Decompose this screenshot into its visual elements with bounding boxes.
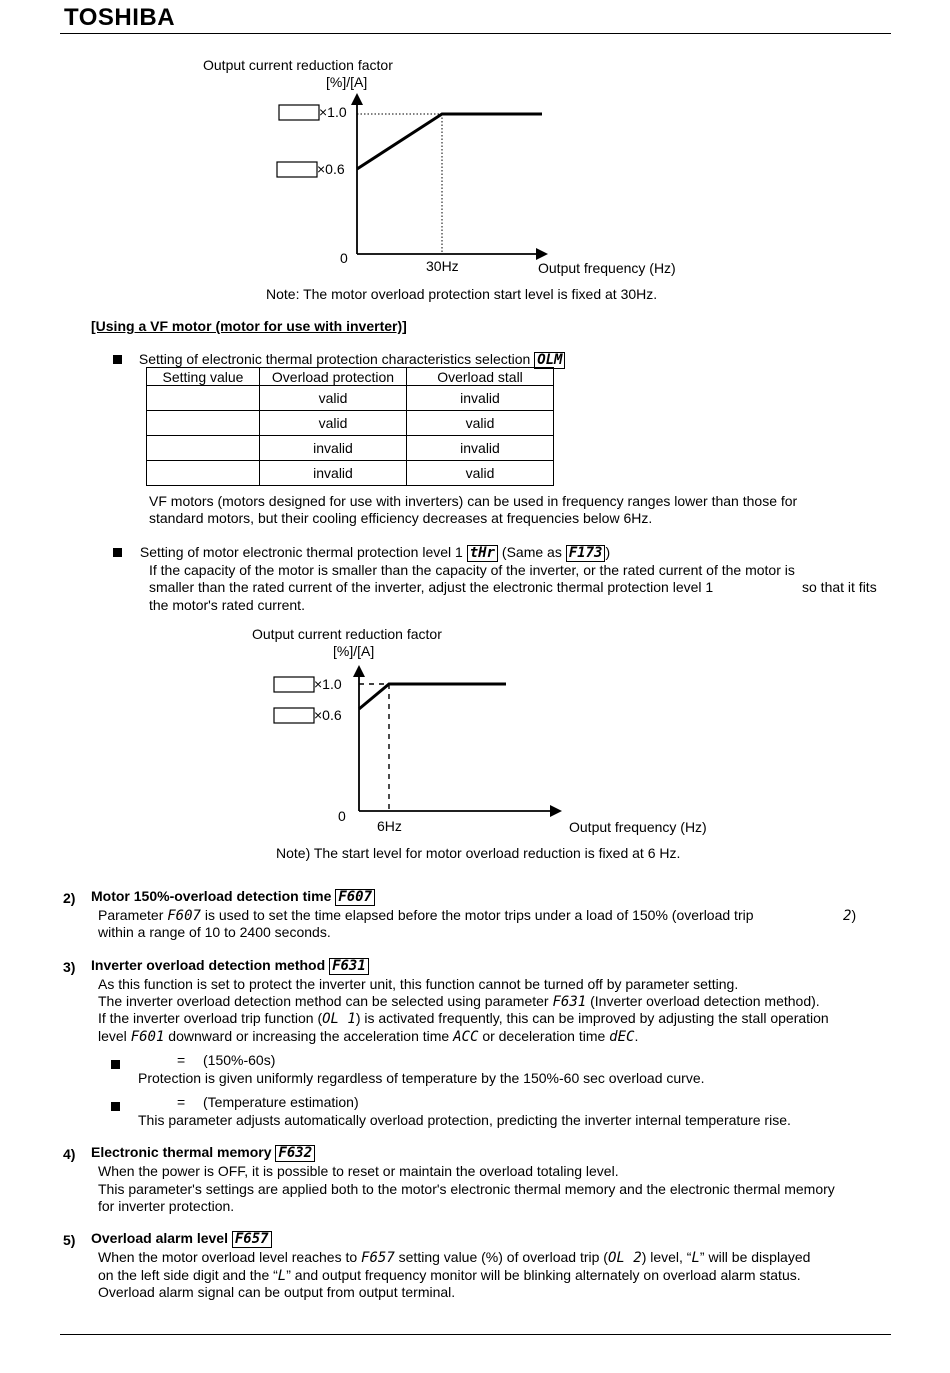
sec3-num: 3)	[63, 959, 76, 975]
chart2-label-low: ×0.6	[314, 707, 342, 723]
sec3-line2	[98, 993, 820, 1010]
chart1-ylabel-line1: Output current reduction factor	[203, 57, 393, 73]
sec3-line4	[98, 1028, 638, 1045]
chart2-box-high	[274, 677, 314, 692]
vf-note-line1: VF motors (motors designed for use with inverters) can be used in frequency ranges lower than those for	[149, 493, 798, 509]
chart2-label-high: ×1.0	[314, 676, 342, 692]
sec5-char-l: L	[691, 1250, 700, 1266]
param-acc: ACC	[453, 1029, 479, 1045]
chart2-note: Note) The start level for motor overload reduction is fixed at 6 Hz.	[276, 845, 681, 861]
sec5-line1a: When the motor overload level reaches to	[98, 1249, 358, 1265]
chart2-y-arrow	[353, 665, 365, 677]
sec3-opt1-desc: Protection is given uniformly regardless of temperature by the 150%-60 sec overload curve.	[138, 1070, 705, 1086]
chart1-y-arrow	[351, 93, 363, 105]
sec3-line1: As this function is set to protect the inverter unit, this function cannot be turned off by parameter setting.	[98, 976, 739, 992]
vf-note-line2: standard motors, but their cooling efficiency decreases at frequencies below 6Hz.	[149, 510, 653, 526]
setting2-line2b: so that it fits	[802, 579, 877, 595]
param-f657-inline: F657	[361, 1250, 395, 1266]
chart2-xlabel: Output frequency (Hz)	[569, 819, 707, 835]
setting2-close: )	[605, 544, 611, 560]
sec3-line4d: .	[634, 1028, 639, 1044]
sec4-num: 4)	[63, 1146, 76, 1162]
param-f657: F657	[232, 1231, 272, 1248]
sec3-line4c: or deceleration time	[482, 1028, 606, 1044]
sec4-line2: This parameter's settings are applied both to the motor's electronic thermal memory and the electronic thermal memory	[98, 1181, 835, 1197]
table-header: Setting value	[147, 368, 260, 386]
setting1-text: Setting of electronic thermal protection characteristics selection	[138, 351, 531, 367]
table-cell	[147, 461, 260, 486]
table-cell: invalid	[407, 386, 554, 411]
param-f607: F607	[335, 889, 375, 906]
vf-section-title: [Using a VF motor (motor for use with inverter)]	[91, 318, 407, 334]
chart2-curve	[359, 684, 506, 709]
bullet-icon	[111, 1098, 120, 1114]
chart1-x-arrow	[536, 248, 548, 260]
chart2-x-arrow	[550, 805, 562, 817]
param-dec: dEC	[609, 1029, 635, 1045]
sec4-line1: When the power is OFF, it is possible to reset or maintain the overload totaling level.	[98, 1163, 619, 1179]
sec3-line2a: The inverter overload detection method can be selected using parameter	[98, 993, 549, 1009]
sec5-line3: Overload alarm signal can be output from output terminal.	[98, 1284, 456, 1300]
sec4-title: Electronic thermal memory	[91, 1144, 272, 1160]
sec5-line2a: on the left side digit and the “	[98, 1267, 278, 1283]
table-cell: invalid	[260, 461, 407, 486]
chart1-curve	[357, 114, 542, 169]
sec5-line1c: ) level, “	[641, 1249, 692, 1265]
chart2-ylabel-line1: Output current reduction factor	[252, 626, 442, 642]
bullet-icon	[113, 548, 122, 557]
sec5-line2b: ” and output frequency monitor will be blinking alternately on overload alarm status.	[286, 1267, 801, 1283]
sec2-trip	[843, 907, 856, 924]
param-f607-inline: F607	[167, 908, 201, 924]
chart1-note: Note: The motor overload protection start level is fixed at 30Hz.	[266, 286, 658, 302]
table-header: Overload stall	[407, 368, 554, 386]
sec2-line1a: Parameter	[98, 907, 164, 923]
sec2-line1	[98, 907, 754, 924]
setting2-same: (Same as	[501, 544, 562, 560]
sec5-title-row	[91, 1230, 272, 1248]
chart1-label-high: ×1.0	[319, 104, 347, 120]
sec5-title: Overload alarm level	[91, 1230, 228, 1246]
sec3-line4a: level	[98, 1028, 127, 1044]
chart1-origin: 0	[340, 250, 348, 266]
param-thr: tHr	[467, 545, 498, 562]
sec4-line3: for inverter protection.	[98, 1198, 235, 1214]
sec3-line3	[98, 1010, 829, 1027]
sec5-line2	[98, 1267, 801, 1284]
chart1-xlabel: Output frequency (Hz)	[538, 260, 676, 276]
chart2-ylabel-line2: [%]/[A]	[333, 643, 375, 659]
setting2-line1: If the capacity of the motor is smaller than the capacity of the inverter, or the rated current of the motor is	[149, 562, 795, 578]
param-f173: F173	[566, 545, 606, 562]
table-cell: invalid	[407, 436, 554, 461]
param-f601: F601	[130, 1029, 165, 1045]
table-cell: valid	[260, 386, 407, 411]
bullet-icon	[111, 1056, 120, 1072]
sec3-opt1-eq: =	[177, 1052, 186, 1068]
sec2-title-row	[91, 888, 375, 906]
param-f632: F632	[275, 1145, 315, 1162]
sec4-title-row	[91, 1144, 315, 1162]
sec3-title-row	[91, 957, 369, 975]
param-ol1: OL 1	[322, 1011, 356, 1027]
table-cell	[147, 386, 260, 411]
table-cell: valid	[407, 461, 554, 486]
table-row	[147, 386, 554, 411]
chart-reduction-6hz	[240, 625, 730, 840]
param-ol2: OL 2	[607, 1250, 642, 1266]
sec5-num: 5)	[63, 1232, 76, 1248]
chart2-box-low	[274, 708, 314, 723]
brand-logo: TOSHIBA	[64, 4, 176, 31]
table-cell: valid	[407, 411, 554, 436]
setting2-text: Setting of motor electronic thermal protection level 1	[139, 544, 463, 560]
sec3-opt2-eq: =	[177, 1094, 186, 1110]
param-olm: OLM	[534, 352, 565, 369]
chart1-ylabel-line2: [%]/[A]	[326, 74, 368, 90]
table-cell	[147, 436, 260, 461]
table-row	[147, 461, 554, 486]
sec2-title: Motor 150%-overload detection time	[91, 888, 332, 904]
setting2-row	[113, 544, 610, 562]
table-header: Overload protection	[260, 368, 407, 386]
chart1-x-tick: 30Hz	[426, 258, 459, 274]
sec5-line1	[98, 1249, 810, 1266]
bullet-icon	[113, 355, 122, 364]
sec3-opt2-label: (Temperature estimation)	[203, 1094, 359, 1110]
chart2-origin: 0	[338, 808, 346, 824]
sec2-line1b: is used to set the time elapsed before the motor trips under a load of 150% (overload trip	[204, 907, 754, 923]
sec2-close: )	[851, 907, 857, 923]
chart1-box-low	[277, 162, 317, 177]
sec2-num: 2)	[63, 890, 76, 906]
sec3-title: Inverter overload detection method	[91, 957, 326, 973]
table-header-row	[147, 368, 554, 386]
table-row	[147, 411, 554, 436]
header-rule	[60, 33, 891, 34]
chart1-label-low: ×0.6	[317, 161, 345, 177]
table-cell: valid	[260, 411, 407, 436]
sec3-line2b: (Inverter overload detection method).	[590, 993, 820, 1009]
chart2-x-tick: 6Hz	[377, 818, 402, 834]
param-f631: F631	[329, 958, 369, 975]
table-cell: invalid	[260, 436, 407, 461]
chart-reduction-30hz	[190, 55, 710, 285]
sec3-opt2-desc: This parameter adjusts automatically overload protection, predicting the inverter internal temperature rise.	[138, 1112, 791, 1128]
footer-rule	[60, 1334, 891, 1335]
sec2-trip-code: 2	[843, 908, 852, 924]
sec5-line1d: ” will be displayed	[699, 1249, 811, 1265]
sec2-line2: within a range of 10 to 2400 seconds.	[98, 924, 331, 940]
sec5-line1b: setting value (%) of overload trip (	[398, 1249, 608, 1265]
chart1-box-high	[279, 105, 319, 120]
sec3-line3a: If the inverter overload trip function (	[98, 1010, 323, 1026]
table-cell	[147, 411, 260, 436]
protection-table	[146, 367, 554, 486]
table-row	[147, 436, 554, 461]
setting2-line3: the motor's rated current.	[149, 597, 305, 613]
sec5-char-l2: L	[277, 1268, 287, 1284]
sec3-opt1-label: (150%-60s)	[203, 1052, 276, 1068]
sec3-line4b: downward or increasing the acceleration time	[168, 1028, 450, 1044]
setting2-line2a: smaller than the rated current of the inverter, adjust the electronic thermal protection level 1	[149, 579, 714, 595]
param-f631-inline: F631	[552, 994, 587, 1010]
sec3-line3b: ) is activated frequently, this can be improved by adjusting the stall operation	[355, 1010, 829, 1026]
